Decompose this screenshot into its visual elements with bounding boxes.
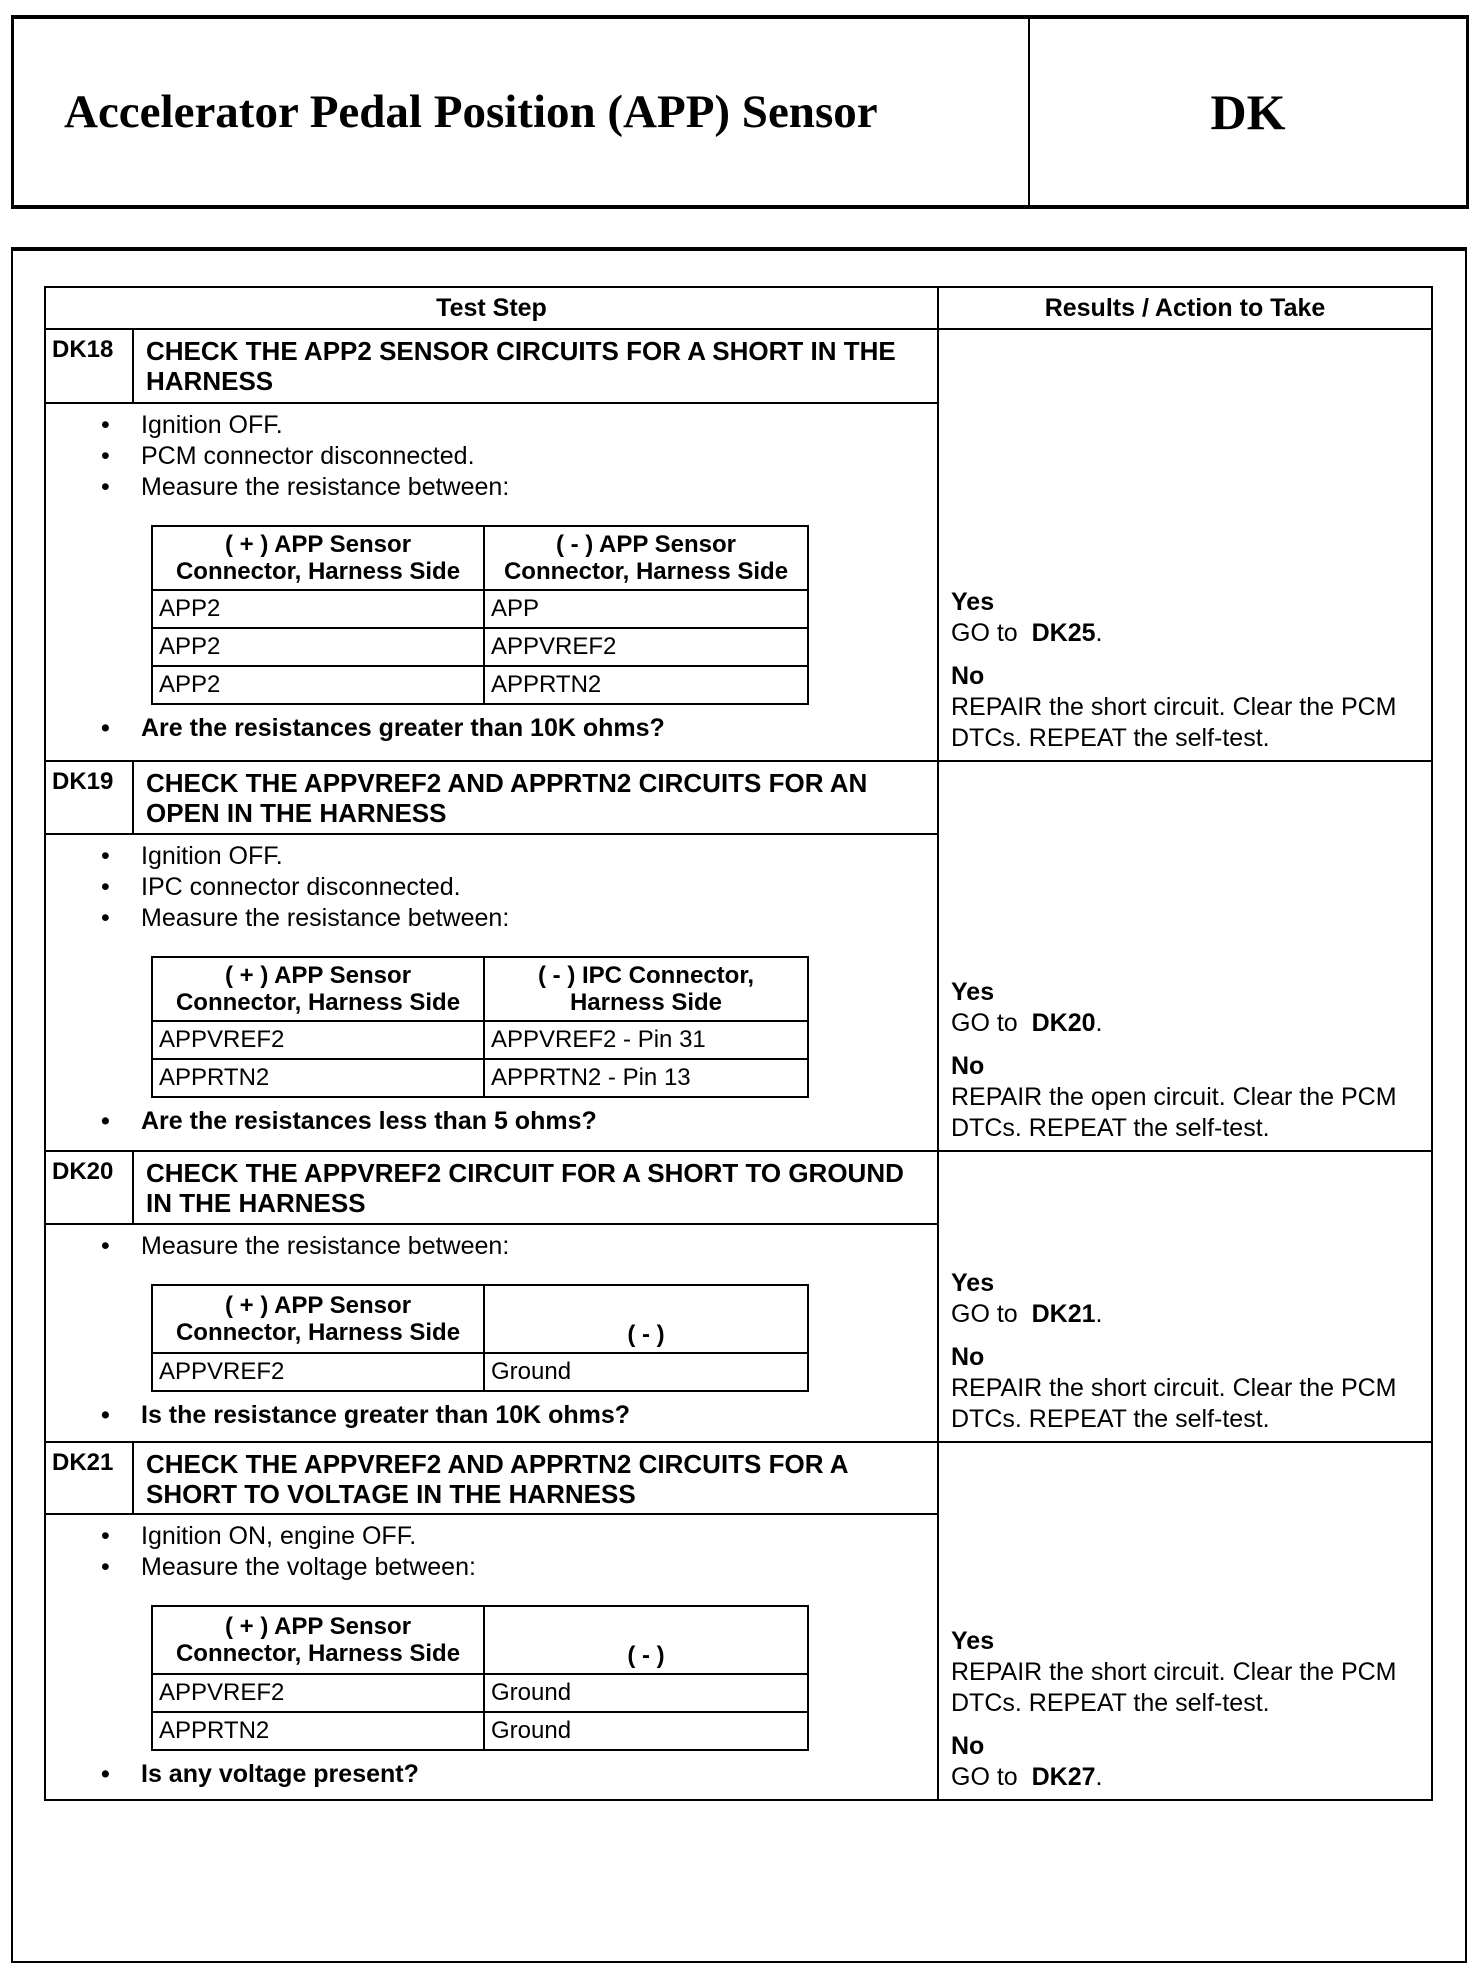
sub-header: ( + ) APP Sensor Connector, Harness Side (152, 957, 484, 1021)
sub-header: ( - ) (484, 1285, 808, 1353)
col-results: Results / Action to Take (938, 287, 1432, 329)
sub-cell: APPRTN2 (484, 666, 808, 704)
yes-label: Yes (951, 978, 995, 1006)
step-title: CHECK THE APPVREF2 AND APPRTN2 CIRCUITS FOR A SHORT TO VOLTAGE IN THE HARNESS (133, 1442, 938, 1514)
step-dk18-title-row (45, 329, 1432, 403)
no-action: REPAIR the short circuit. Clear the PCM DTCs. REPEAT the self-test. (951, 693, 1397, 752)
page-title: Accelerator Pedal Position (APP) Sensor (14, 19, 1030, 205)
yes-action: GO to (951, 619, 1018, 647)
sub-row (152, 628, 808, 666)
sub-cell: APPVREF2 - Pin 31 (484, 1021, 808, 1059)
step-dk21-title-row (45, 1442, 1432, 1514)
sub-header: ( + ) APP Sensor Connector, Harness Side (152, 1285, 484, 1353)
sub-cell: APPVREF2 (484, 628, 808, 666)
yes-action: GO to (951, 1009, 1018, 1037)
step-title: CHECK THE APPVREF2 AND APPRTN2 CIRCUITS FOR AN OPEN IN THE HARNESS (133, 761, 938, 834)
yes-label: Yes (951, 1627, 995, 1655)
sub-row (152, 1021, 808, 1059)
sub-header: ( - ) APP Sensor Connector, Harness Side (484, 526, 808, 590)
sub-row (152, 590, 808, 628)
sub-cell: APP (484, 590, 808, 628)
step-id: DK18 (45, 329, 133, 403)
step-title: CHECK THE APPVREF2 CIRCUIT FOR A SHORT TO GROUND IN THE HARNESS (133, 1151, 938, 1224)
step-body (45, 834, 938, 1151)
yes-action: GO to (951, 1300, 1018, 1328)
yes-action: REPAIR the short circuit. Clear the PCM DTCs. REPEAT the self-test. (951, 1658, 1397, 1717)
step-id: DK21 (45, 1442, 133, 1514)
step-dk19-title-row (45, 761, 1432, 834)
step-question: • Is the resistance greater than 10K ohms? (141, 1400, 937, 1431)
measurement-table (151, 1605, 809, 1751)
sub-cell: APPRTN2 (152, 1059, 484, 1097)
no-action: REPAIR the short circuit. Clear the PCM DTCs. REPEAT the self-test. (951, 1374, 1397, 1433)
step-title: CHECK THE APP2 SENSOR CIRCUITS FOR A SHORT IN THE HARNESS (133, 329, 938, 403)
yes-label: Yes (951, 1269, 995, 1297)
sub-cell: APP2 (152, 628, 484, 666)
step-bullet: • IPC connector disconnected. (141, 872, 937, 903)
sub-cell: APPVREF2 (152, 1021, 484, 1059)
step-body (45, 1514, 938, 1800)
sub-cell: APPRTN2 (152, 1712, 484, 1750)
main-panel (11, 247, 1467, 1963)
sub-row (152, 1712, 808, 1750)
yes-label: Yes (951, 588, 995, 616)
step-body (45, 1224, 938, 1442)
sub-cell: APPRTN2 - Pin 13 (484, 1059, 808, 1097)
no-label: No (951, 1732, 985, 1760)
sub-header: ( - ) (484, 1606, 808, 1674)
step-question: • Are the resistances less than 5 ohms? (141, 1106, 937, 1137)
sub-cell: Ground (484, 1712, 808, 1750)
step-bullet: • Ignition OFF. (141, 841, 937, 872)
sub-cell: Ground (484, 1674, 808, 1712)
step-result: Yes GO to DK21. No REPAIR the short circuit. Clear the PCM DTCs. REPEAT the self-test. (938, 1151, 1432, 1442)
sub-cell: Ground (484, 1353, 808, 1391)
measurement-table (151, 956, 809, 1098)
step-reference: DK25 (1031, 619, 1096, 647)
step-bullet: • Ignition OFF. (141, 410, 937, 441)
step-bullet: • Ignition ON, engine OFF. (141, 1521, 937, 1552)
no-label: No (951, 1343, 985, 1371)
sub-row (152, 1353, 808, 1391)
step-bullet: • Measure the resistance between: (141, 903, 937, 934)
step-bullet: • Measure the voltage between: (141, 1552, 937, 1583)
no-label: No (951, 662, 985, 690)
test-table (44, 286, 1433, 1801)
step-body (45, 403, 938, 761)
step-result: Yes REPAIR the short circuit. Clear the PCM DTCs. REPEAT the self-test. No GO to DK27. (938, 1442, 1432, 1800)
step-question: • Is any voltage present? (141, 1759, 937, 1790)
no-action: GO to (951, 1763, 1018, 1791)
step-result: Yes GO to DK25. No REPAIR the short circuit. Clear the PCM DTCs. REPEAT the self-test. (938, 329, 1432, 761)
sub-cell: APP2 (152, 590, 484, 628)
step-id: DK19 (45, 761, 133, 834)
step-reference: DK21 (1031, 1300, 1096, 1328)
sub-cell: APP2 (152, 666, 484, 704)
step-reference: DK27 (1031, 1763, 1096, 1791)
step-bullet: • Measure the resistance between: (141, 472, 937, 503)
measurement-table (151, 1284, 809, 1392)
step-dk20-title-row (45, 1151, 1432, 1224)
sub-row (152, 1674, 808, 1712)
sub-header: ( - ) IPC Connector, Harness Side (484, 957, 808, 1021)
sub-row (152, 1059, 808, 1097)
sub-cell: APPVREF2 (152, 1674, 484, 1712)
step-id: DK20 (45, 1151, 133, 1224)
step-bullet: • PCM connector disconnected. (141, 441, 937, 472)
no-action: REPAIR the open circuit. Clear the PCM DTCs. REPEAT the self-test. (951, 1083, 1397, 1142)
step-question: • Are the resistances greater than 10K ohms? (141, 713, 937, 744)
step-bullet: • Measure the resistance between: (141, 1231, 937, 1262)
section-code: DK (1210, 84, 1286, 140)
sub-row (152, 666, 808, 704)
sub-cell: APPVREF2 (152, 1353, 484, 1391)
page-header (11, 15, 1469, 209)
no-label: No (951, 1052, 985, 1080)
measurement-table (151, 525, 809, 705)
step-reference: DK20 (1031, 1009, 1096, 1037)
col-test-step: Test Step (45, 287, 938, 329)
sub-header: ( + ) APP Sensor Connector, Harness Side (152, 1606, 484, 1674)
step-result: Yes GO to DK20. No REPAIR the open circuit. Clear the PCM DTCs. REPEAT the self-test. (938, 761, 1432, 1151)
sub-header: ( + ) APP Sensor Connector, Harness Side (152, 526, 484, 590)
